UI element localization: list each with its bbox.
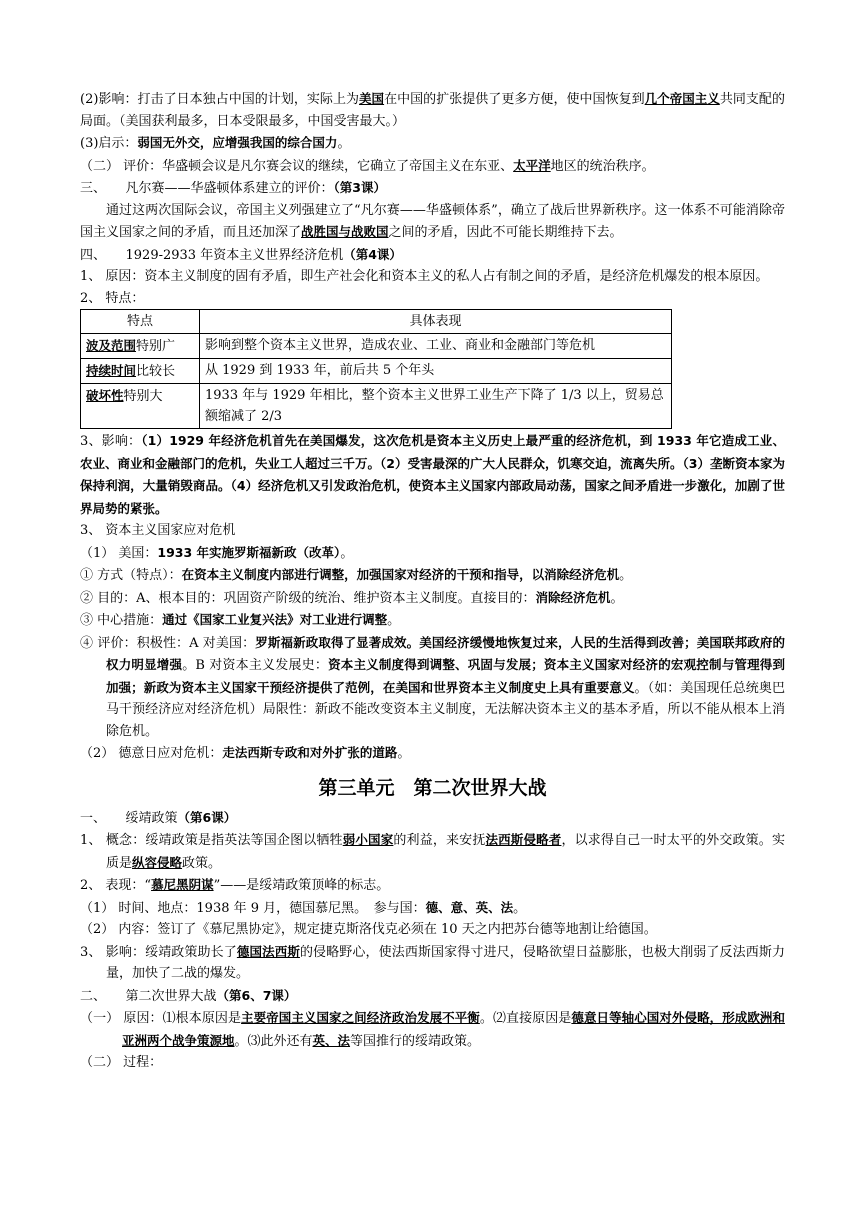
text: ”——是绥靖政策顶峰的标志。	[213, 878, 390, 893]
text: 3、影响：	[80, 434, 142, 449]
table-cell: 影响到整个资本主义世界，造成农业、工业、商业和金融部门等危机	[200, 334, 672, 359]
text: 特别大	[123, 389, 163, 404]
document-page	[80, 88, 785, 1074]
heading-text: 二、 第二次世界大战	[80, 988, 217, 1004]
table-row	[81, 334, 672, 359]
ww2-process: （二） 过程：	[80, 1055, 163, 1070]
key-term: 法西斯侵略者	[485, 832, 562, 847]
table-cell: 1933 年与 1929 年相比，整个资本主义世界工业生产下降了 1/3 以上，贸易总额缩减了 2/3	[200, 384, 672, 429]
bold-text: 弱国无外交，应增强我国的综合国力	[137, 135, 338, 150]
new-deal-method	[80, 564, 785, 587]
gij-response	[80, 742, 785, 765]
unit-title: 第三单元 第二次世界大战	[318, 776, 547, 799]
text: (2)影响：打击了日本独占中国的计划，实际上为	[80, 92, 360, 107]
text: 。	[387, 613, 401, 628]
bold-text: 罗斯福新政取得了显著成效。美国经济缓慢地恢复过来，人民的生活得到改善；美国联邦政府的权力明显增强	[106, 634, 785, 672]
features-table	[80, 309, 672, 429]
text: 。⑵直接原因是	[479, 1011, 572, 1026]
text: 之间的矛盾，因此不可能长期维持下去。	[388, 225, 623, 240]
key-term: 战胜国与战败国	[301, 224, 389, 239]
bold-text: 1933 年实施罗斯福新政（改革）	[157, 544, 341, 560]
text: （2） 德意日应对危机：	[80, 746, 223, 761]
table-cell	[81, 334, 200, 359]
text: 。（如：美国现任总统奥巴马干预经济应对经济危机）局限性：新政不能改变资本主义制度，无法解决资本主义的基本矛盾，所以不能从根本上消除危机。	[106, 680, 785, 739]
table-header-row	[81, 310, 672, 334]
lesson-paragraph	[80, 132, 785, 155]
bold-text: 在资本主义制度内部进行调整，加强国家对经济的干预和指导，以消除经济危机	[181, 567, 620, 582]
key-term: 慕尼黑阴谋	[151, 877, 214, 892]
bold-text: （1）1929 年经济危机首先在美国爆发，这次危机是资本主义历史上最严重的经济危机，到 1933 年它造成工业、农业、商业和金融部门的危机，失业工人超过三千万。（2）受害最深的广大人民群众，饥寒交迫，流离失所。（3）垄断资本家为保持利润，大量销毁商品。（4）经济危机又引发政治危机，使资本主义国家内部政局动荡，国家之间矛盾进一步激化，加剧了世界局势的紧张。	[80, 433, 785, 516]
text: （1） 美国：	[80, 545, 158, 561]
key-term: 几个帝国主义	[644, 91, 720, 106]
text: ④ 评价：积极性：A 对美国：	[80, 635, 256, 651]
text: (3)启示：	[80, 136, 138, 151]
text: 地区的统治秩序。	[550, 158, 655, 174]
text: 等国推行的绥靖政策。	[350, 1033, 481, 1049]
response-title: 3、 资本主义国家应对危机	[80, 523, 236, 538]
lesson-ref: （第6课）	[177, 809, 237, 825]
evaluation-paragraph	[80, 155, 785, 178]
bold-text: 通过《国家工业复兴法》对工业进行调整	[162, 612, 388, 627]
text: 。	[513, 900, 527, 916]
text: 共同支配的局面。（美国获利最多，日本受限最多，中国受害最大。）	[80, 92, 785, 129]
us-response	[80, 542, 785, 565]
text: 。	[610, 590, 624, 606]
key-term: 德意日等轴心国对外侵略，形成欧洲和亚洲两个战争策源地	[122, 1010, 785, 1048]
text: 。	[340, 545, 354, 561]
text: ，以求得自己一时太平的外交政策。实质是	[106, 833, 785, 871]
text: 3、 影响：绥靖政策助长了	[80, 944, 237, 960]
text: ② 目的：A、根本目的：巩固资产阶级的统治、维护资本主义制度。直接目的：	[80, 590, 536, 606]
appeasement-concept	[80, 829, 785, 874]
key-term: 主要帝国主义国家之间经济政治发展不平衡	[241, 1010, 480, 1025]
text: 2、 表现：“	[80, 878, 152, 893]
table-cell	[81, 384, 200, 429]
section-heading	[80, 807, 785, 830]
new-deal-evaluation	[80, 632, 785, 743]
heading-text: 四、 1929-2933 年资本主义世界经济危机	[80, 247, 344, 263]
heading-text: 三、 凡尔赛——华盛顿体系建立的评价：	[80, 181, 334, 196]
table-row	[81, 384, 672, 429]
new-deal-purpose	[80, 587, 785, 610]
text: 的侵略野心，使法西斯国家得寸进尺，侵略欲望日益膨胀，也极大削弱了反法西斯力量，加快了二战的爆发。	[106, 944, 785, 981]
text: 通过这两次国际会议，帝国主义列强建立了“凡尔赛——华盛顿体系”，确立了战后世界新秩序。这一体系不可能消除帝国主义国家之间的矛盾，而且还加深了	[80, 202, 785, 240]
text: 政策。	[182, 855, 222, 871]
key-term: 纵容侵略	[132, 854, 183, 870]
system-evaluation-paragraph	[80, 200, 785, 244]
text: ③ 中心措施：	[80, 613, 163, 628]
text: 特别广	[136, 339, 176, 354]
key-term: 美国	[359, 91, 385, 106]
key-term: 英、法	[312, 1032, 351, 1048]
table-cell: 从 1929 到 1933 年，前后共 5 个年头	[200, 359, 672, 384]
table-header-cell: 特点	[81, 310, 200, 334]
appeasement-impact	[80, 941, 785, 985]
impact-paragraph	[80, 88, 785, 132]
section-heading	[80, 244, 785, 267]
section-heading	[80, 177, 785, 200]
bold-text: 资本主义制度得到调整、巩固与发展；资本主义国家对经济的宏观控制与管理得到加强；新政为资本主义国家干预经济提供了范例，在美国和世界资本主义制度史上具有重要意义	[106, 657, 785, 695]
table-row	[81, 359, 672, 384]
crisis-impact-paragraph	[80, 430, 785, 520]
text: （一） 原因：⑴根本原因是	[80, 1011, 242, 1026]
key-term: 太平洋	[513, 157, 551, 173]
text: 。	[337, 136, 351, 151]
cause-paragraph: 1、 原因：资本主义制度的固有矛盾，即生产社会化和资本主义的私人占有制之间的矛盾，是经济危机爆发的根本原因。	[80, 269, 769, 284]
key-term: 弱小国家	[342, 832, 394, 847]
text: 比较长	[136, 364, 176, 379]
text: （1） 时间、地点：1938 年 9 月，德国慕尼黑。 参与国：	[80, 900, 426, 916]
lesson-ref: （第6、7课）	[216, 987, 297, 1003]
text: 。	[397, 746, 411, 761]
bold-text: 消除经济危机	[535, 589, 611, 605]
text: 的利益，来安抚	[393, 833, 486, 848]
text: 。B 对资本主义发展史：	[182, 658, 329, 673]
section-heading	[80, 985, 785, 1008]
key-term: 破坏性	[86, 388, 124, 403]
text: 1、 概念：绥靖政策是指英法等国企图以牺牲	[80, 833, 343, 848]
lesson-ref: （第3课）	[333, 180, 386, 195]
text: ① 方式（特点）：	[80, 568, 182, 583]
heading-text: 一、 绥靖政策	[80, 810, 178, 826]
table-header-cell: 具体表现	[200, 310, 672, 334]
lesson-ref: （第4课）	[343, 246, 402, 262]
key-term: 持续时间	[86, 363, 137, 378]
table-cell	[81, 359, 200, 384]
new-deal-measure	[80, 609, 785, 632]
bold-text: 德、意、英、法	[425, 899, 514, 915]
ww2-causes	[80, 1007, 785, 1052]
text: 。	[619, 568, 633, 583]
text: 。⑶此外还有	[234, 1033, 313, 1049]
key-term: 德国法西斯	[236, 943, 300, 959]
appeasement-manifestation	[80, 874, 785, 897]
text: （二） 评价：华盛顿会议是凡尔赛会议的继续，它确立了帝国主义在东亚、	[80, 158, 514, 174]
features-label: 2、 特点：	[80, 290, 145, 306]
key-term: 波及范围	[86, 338, 137, 353]
munich-time-place	[80, 897, 785, 920]
munich-content: （2） 内容：签订了《慕尼黑协定》，规定捷克斯洛伐克必须在 10 天之内把苏台德等地割让给德国。	[80, 922, 657, 937]
text: 在中国的扩张提供了更多方便，使中国恢复到	[384, 92, 645, 107]
bold-text: 走法西斯专政和对外扩张的道路	[222, 745, 398, 760]
